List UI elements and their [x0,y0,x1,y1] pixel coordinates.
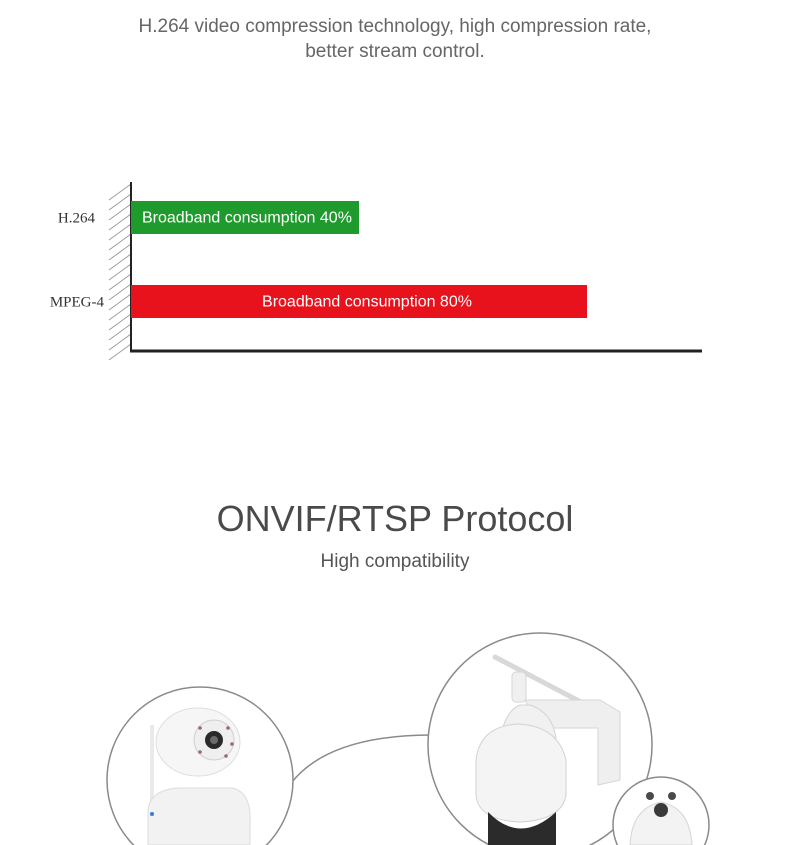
compression-chart [0,170,790,370]
protocol-subtitle: High compatibility [320,551,470,572]
hatch-line [109,284,131,300]
hatch-line [109,194,131,210]
hatch-line [109,254,131,270]
bar-value-label: Broadband consumption 40% [142,209,352,227]
hatch-line [109,274,131,290]
camera-network-diagram [0,620,790,845]
hatch-line [109,184,131,200]
hatch-line [109,204,131,220]
hatch-line [109,224,131,240]
protocol-title: ONVIF/RTSP Protocol [216,498,574,539]
hatch-line [109,344,131,360]
axis-hatching [109,184,131,360]
hatch-line [109,314,131,330]
hatch-line [109,234,131,250]
hatch-line [109,244,131,260]
hatch-line [109,334,131,350]
intro-line-1: H.264 video compression technology, high compression rate, [138,16,652,37]
category-label: H.264 [57,210,95,227]
bar-value-label: Broadband consumption 80% [262,293,472,311]
hatch-line [109,324,131,340]
hatch-line [109,264,131,280]
intro-text [0,14,790,64]
hatch-line [109,304,131,320]
connector-line [292,735,432,782]
indoor-camera-circle [107,687,293,845]
intro-line-2: better stream control. [305,41,485,62]
hatch-line [109,214,131,230]
category-label: MPEG-4 [49,294,104,311]
hatch-line [109,294,131,310]
